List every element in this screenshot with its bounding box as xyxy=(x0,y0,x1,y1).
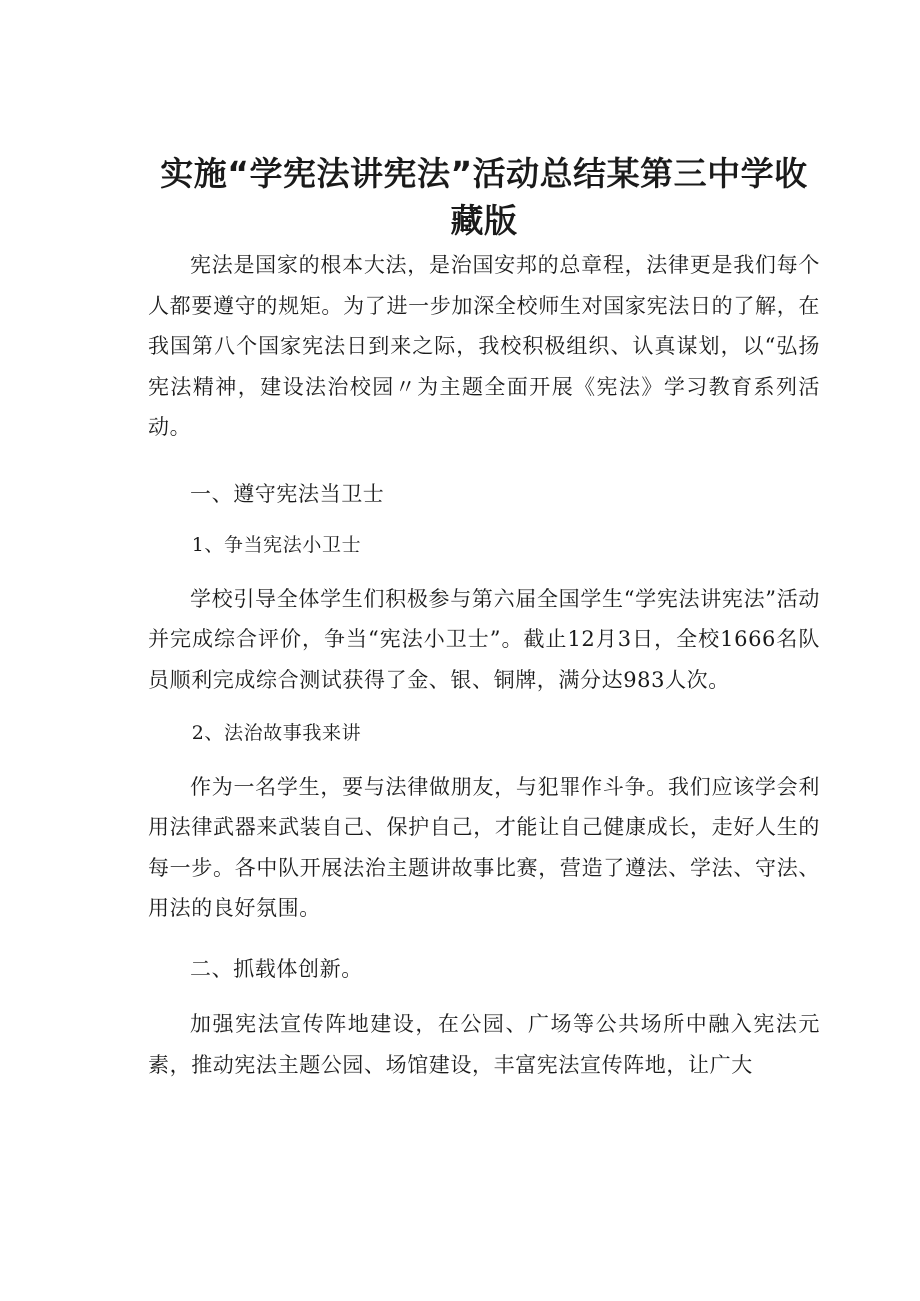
section-2-body: 加强宪法宣传阵地建设，在公园、广场等公共场所中融入宪法元素，推动宪法主题公园、场馆建设，丰富宪法宣传阵地，让广大 xyxy=(148,1012,820,1077)
intro-paragraph: 宪法是国家的根本大法，是治国安邦的总章程，法律更是我们每个人都要遵守的规矩。为了进一步加深全校师生对国家宪法日的了解，在我国第八个国家宪法日到来之际，我校积极组织、认真谋划，以“弘扬宪法精神，建设法治校园〃为主题全面开展《宪法》学习教育系列活动。 xyxy=(148,253,820,439)
document-page xyxy=(148,150,820,1085)
subsection-2-body: 作为一名学生，要与法律做朋友，与犯罪作斗争。我们应该学会利用法律武器来武装自己、保护自己，才能让自己健康成长，走好人生的每一步。各中队开展法治主题讲故事比赛，营造了遵法、学法、守法、用法的良好氛围。 xyxy=(148,774,820,920)
section-2-heading: 二、抓载体创新。 xyxy=(190,956,363,981)
document-title: 实施“学宪法讲宪法”活动总结某第三中学收藏版 xyxy=(160,154,808,240)
section-1-heading: 一、遵守宪法当卫士 xyxy=(190,481,385,506)
subsection-1-body: 学校引导全体学生们积极参与第六届全国学生“学宪法讲宪法”活动并完成综合评价，争当“宪法小卫士”。截止12月3日，全校1666名队员顺利完成综合测试获得了金、银、铜牌，满分达983人次。 xyxy=(148,586,820,692)
subsection-1-heading: 1、争当宪法小卫士 xyxy=(191,534,362,556)
subsection-2-heading: 2、法治故事我来讲 xyxy=(191,722,362,744)
